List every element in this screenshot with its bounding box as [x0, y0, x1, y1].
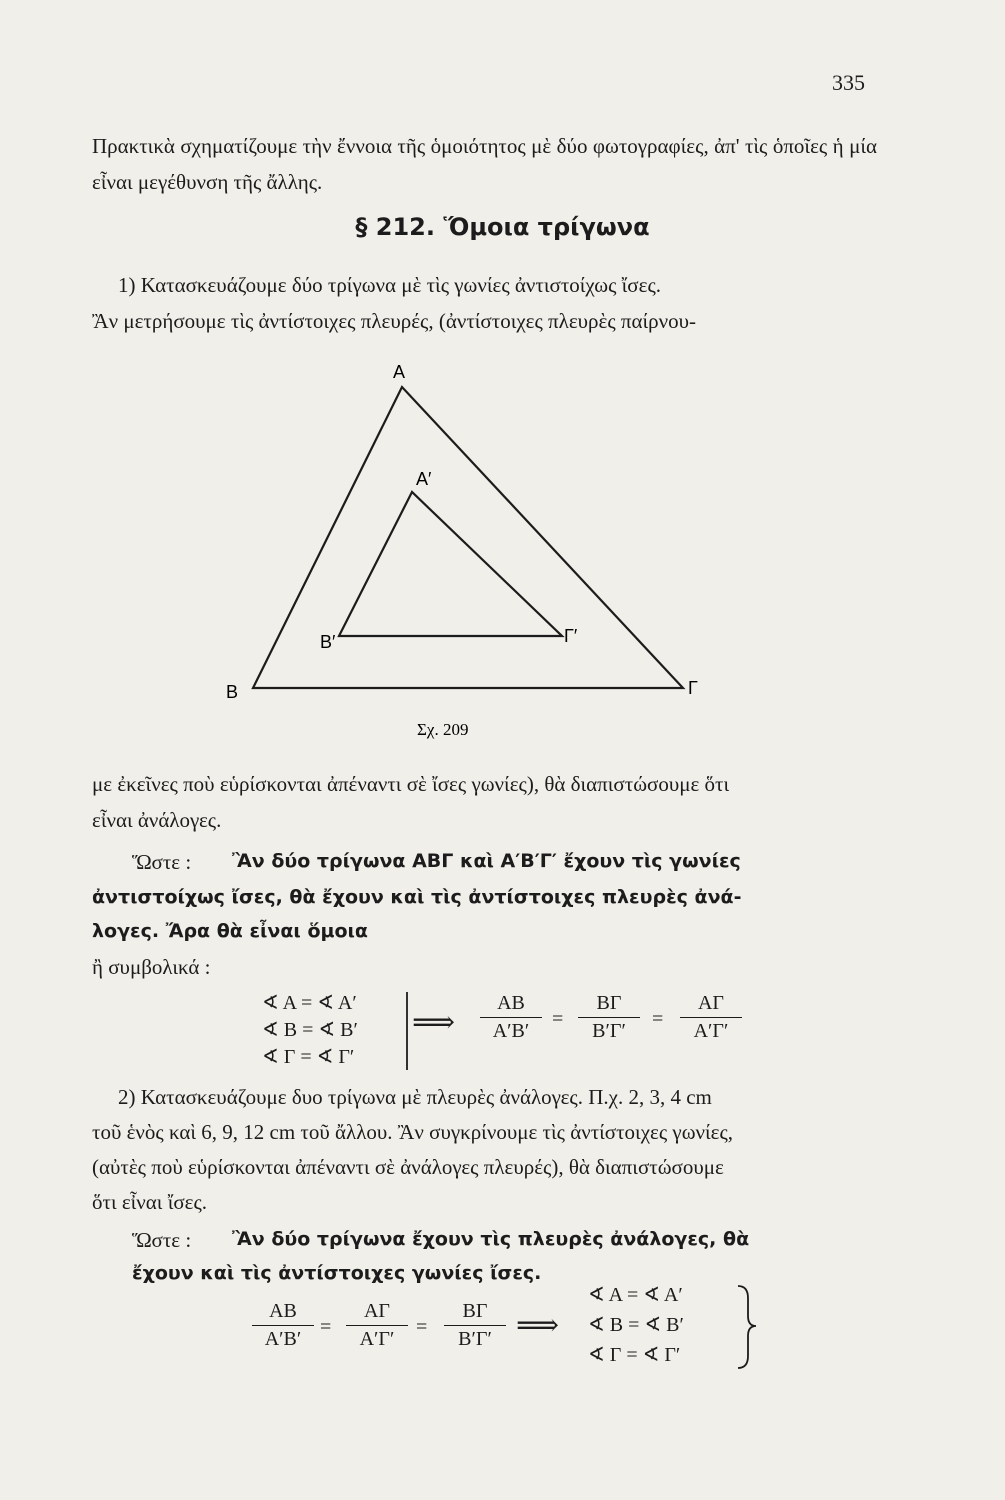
- ratio2-AB-num: AB: [252, 1300, 314, 1326]
- ratio1-BG-num: BΓ: [578, 992, 640, 1018]
- page-number: 335: [832, 70, 865, 95]
- label-G: Γ: [688, 678, 698, 698]
- angle-eq-A: ∢ A = ∢ A′: [262, 992, 357, 1014]
- rule1-prefix: Ὥστε :: [132, 850, 192, 874]
- equals-2b: =: [416, 1316, 428, 1338]
- ratio2-BG-den: B′Γ′: [458, 1328, 492, 1350]
- label-B: B: [226, 682, 239, 702]
- section-title: § 212. Ὅμοια τρίγωνα: [355, 213, 650, 241]
- label-A-prime: A′: [416, 469, 432, 489]
- implies-arrow-2: ⟹: [516, 1309, 560, 1342]
- item2-line3: (αὐτὲς ποὺ εὑρίσκονται ἀπέναντι σὲ ἀνάλογες πλευρές), θὰ διαπιστώσουμε: [92, 1155, 724, 1179]
- ratio2-AB-den: A′B′: [264, 1328, 302, 1350]
- angle2-eq-G: ∢ Γ = ∢ Γ′: [588, 1344, 681, 1366]
- item1-cont-line1: με ἐκεῖνες ποὺ εὑρίσκονται ἀπέναντι σὲ ἴσες γωνίες), θὰ διαπιστώσουμε ὅτι: [92, 772, 730, 796]
- symbolic-label: ἢ συμβολικά :: [92, 955, 211, 979]
- equals-1a: =: [552, 1008, 564, 1030]
- angle-eq-B: ∢ B = ∢ B′: [262, 1019, 358, 1041]
- label-G-prime: Γ′: [564, 626, 578, 646]
- rule2-line1: Ἂν δύο τρίγωνα ἔχουν τὶς πλευρὲς ἀνάλογες, θὰ: [232, 1228, 750, 1250]
- angle2-eq-A: ∢ A = ∢ A′: [588, 1284, 683, 1306]
- item2-line1: 2) Κατασκευάζουμε δυο τρίγωνα μὲ πλευρὲς ἀνάλογες. Π.χ. 2, 3, 4 cm: [118, 1085, 712, 1109]
- rule2-line2: ἔχουν καὶ τὶς ἀντίστοιχες γωνίες ἴσες.: [132, 1262, 542, 1284]
- implies-arrow-1: ⟹: [412, 1006, 456, 1039]
- figure-caption: Σχ. 209: [417, 720, 469, 739]
- rule1-line1: Ἂν δύο τρίγωνα ΑΒΓ καὶ Α′Β′Γ′ ἔχουν τὶς γωνίες: [232, 850, 741, 872]
- angle-eq-G: ∢ Γ = ∢ Γ′: [262, 1046, 355, 1068]
- item2-line2: τοῦ ἑνὸς καὶ 6, 9, 12 cm τοῦ ἄλλου. Ἂν συγκρίνουμε τὶς ἀντίστοιχες γωνίες,: [92, 1120, 734, 1144]
- ratio1-AB-den: A′B′: [492, 1020, 530, 1042]
- intro-paragraph: Πρακτικὰ σχηματίζουμε τὴν ἔννοια τῆς ὁμοιότητος μὲ δύο φωτογραφίες, ἀπ' τὶς ὁποῖες ἡ μία εἶναι μεγέθυνση τῆς ἄλλης.: [92, 134, 877, 194]
- label-A: A: [393, 362, 406, 382]
- equals-1b: =: [652, 1008, 664, 1030]
- item1-line2: Ἂν μετρήσουμε τὶς ἀντίστοιχες πλευρές, (ἀντίστοιχες πλευρὲς παίρνου-: [92, 309, 697, 333]
- ratio1-AG-num: AΓ: [680, 992, 742, 1018]
- ratio2-AG-den: A′Γ′: [359, 1328, 395, 1350]
- label-B-prime: B′: [320, 632, 336, 652]
- ratio1-AG-den: A′Γ′: [693, 1020, 729, 1042]
- ratio1-AB-num: AB: [480, 992, 542, 1018]
- ratio2-AG-num: AΓ: [346, 1300, 408, 1326]
- angle2-eq-B: ∢ B = ∢ B′: [588, 1314, 684, 1336]
- rule1-line2: ἀντιστοίχως ἴσες, θὰ ἔχουν καὶ τὶς ἀντίστοιχες πλευρὲς ἀνά-: [92, 886, 742, 908]
- item1-cont-line2: εἶναι ἀνάλογες.: [92, 808, 222, 832]
- item1-line1: 1) Κατασκευάζουμε δύο τρίγωνα μὲ τὶς γωνίες ἀντιστοίχως ἴσες.: [118, 273, 662, 297]
- equals-2a: =: [320, 1316, 332, 1338]
- ratio2-BG-num: BΓ: [444, 1300, 506, 1326]
- rule1-line3: λογες. Ἄρα θὰ εἶναι ὅμοια: [92, 920, 368, 942]
- rule2-prefix: Ὥστε :: [132, 1228, 192, 1252]
- item2-line4: ὅτι εἶναι ἴσες.: [92, 1190, 208, 1214]
- ratio1-BG-den: B′Γ′: [592, 1020, 626, 1042]
